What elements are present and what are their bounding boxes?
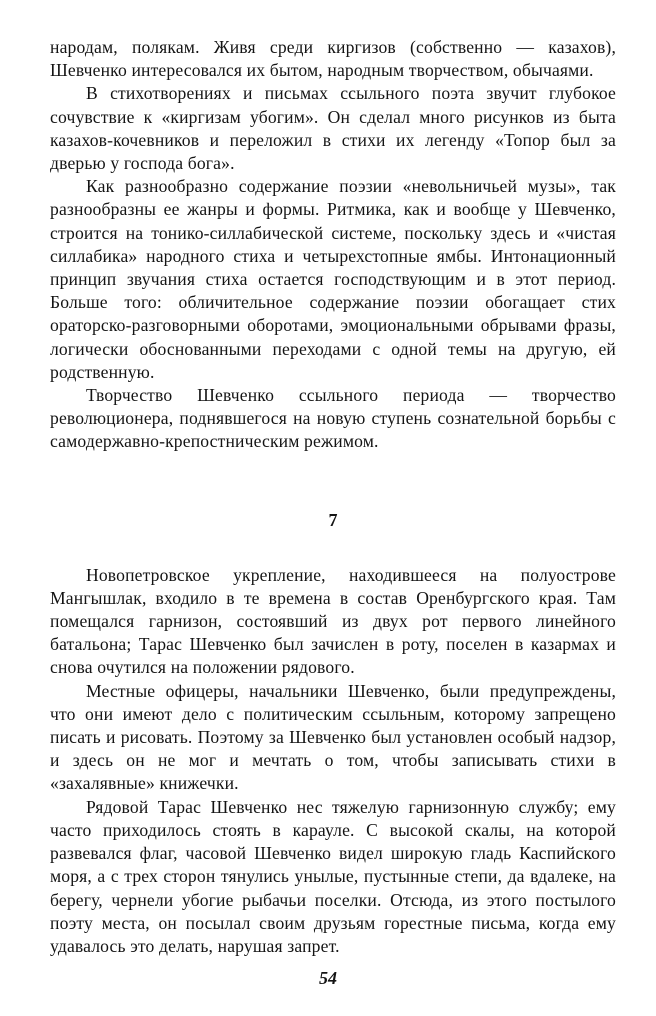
- paragraph: Как разнообразно содержание поэзии «невольничьей музы», так разнообразны ее жанры и формы. Ритмика, как и вообще у Шевченко, строится на тонико-силлабической системе, поскольку здесь и «чистая силлабика» народного стиха и четырехстопные ямбы. Интонационный принцип звучания стиха остается господствующим и в этот период. Больше того: обличительное содержание поэзии обогащает стих ораторско-разговорными оборотами, эмоциональными обрывами фразы, логически обоснованными переходами с одной темы на другую, ей родственную.: [50, 176, 616, 382]
- paragraph: Новопетровское укрепление, находившееся на полуострове Мангышлак, входило в те времена в состав Оренбургского края. Там помещался гарнизон, состоявший из двух рот первого линейного батальона; Тарас Шевченко был зачислен в роту, поселен в казармах и снова очутился на положении рядового.: [50, 564, 616, 678]
- page-number: 54: [319, 968, 337, 988]
- paragraph: Местные офицеры, начальники Шевченко, были предупреждены, что они имеют дело с политическим ссыльным, которому запрещено писать и рисовать. Поэтому за Шевченко был установлен особый надзор, и здесь он не мог и мечтать о том, чтобы записывать стихи в «захалявные» книжечки.: [50, 680, 616, 794]
- paragraph: народам, полякам. Живя среди киргизов (собственно — казахов), Шевченко интересовался их бытом, народным творчеством, обычаями.: [50, 37, 616, 81]
- paragraph: В стихотворениях и письмах ссыльного поэта звучит глубокое сочувствие к «киргизам убогим». Он сделал много рисунков из быта казахов-кочевников и переложил в стихи их легенду «Топор был за дверью у господа бога».: [50, 83, 616, 174]
- section-number: 7: [328, 509, 338, 530]
- paragraph: Творчество Шевченко ссыльного периода — творчество революционера, поднявшегося на новую ступень сознательной борьбы с самодержавно-крепостническим режимом.: [50, 385, 616, 452]
- paragraph: Рядовой Тарас Шевченко нес тяжелую гарнизонную службу; ему часто приходилось стоять в карауле. С высокой скалы, на которой развевался флаг, часовой Шевченко видел широкую гладь Каспийского моря, а с трех сторон тянулись унылые, пустынные степи, да вдалеке, на берегу, чернели убогие рыбачьи поселки. Отсюда, из этого постылого поэту места, он посылал своим друзьям горестные письма, когда ему удавалось это делать, нарушая запрет.: [50, 796, 616, 956]
- page-body: [50, 36, 616, 958]
